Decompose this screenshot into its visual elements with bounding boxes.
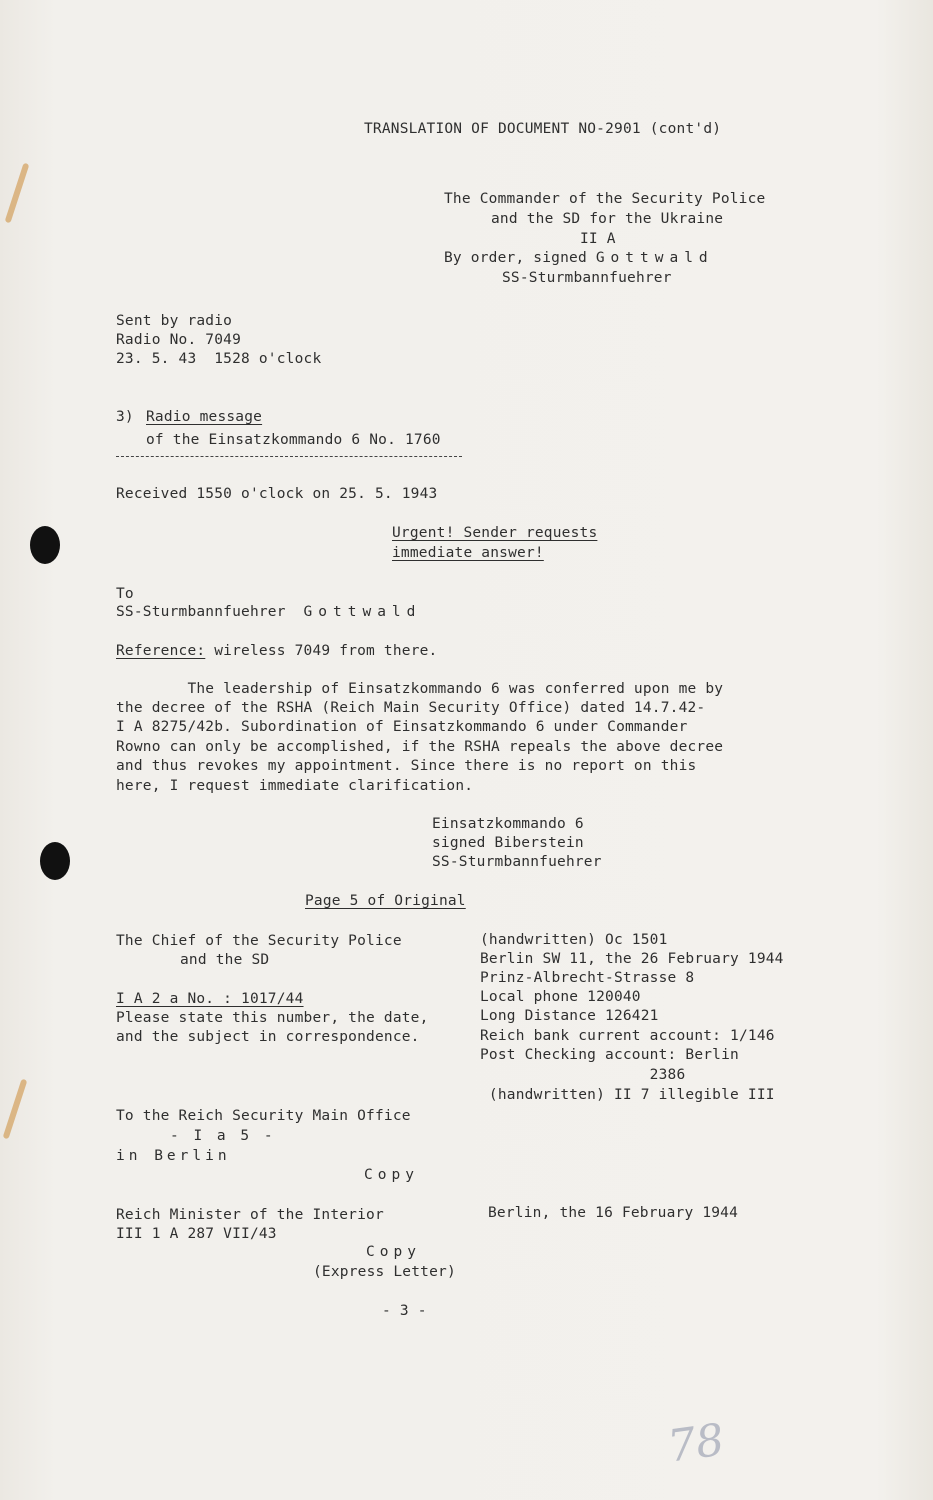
page5-to-line3: in Berlin xyxy=(116,1148,231,1164)
to-recipient-rank: SS-Sturmbannfuehrer xyxy=(116,604,286,620)
reference-text: wireless 7049 from there. xyxy=(205,643,438,659)
page5-sender-line1: The Chief of the Security Police xyxy=(116,933,402,949)
received-line: Received 1550 o'clock on 25. 5. 1943 xyxy=(116,486,438,502)
body-line-5: and thus revokes my appointment. Since there is no report on this xyxy=(116,758,697,774)
sign-block-name: Gottwald xyxy=(595,250,714,266)
page5-instruction-line1: Please state this number, the date, xyxy=(116,1010,429,1026)
punch-hole-top xyxy=(30,526,60,564)
page5-sender-line2: and the SD xyxy=(180,952,270,968)
page5-right-line7: Post Checking account: Berlin xyxy=(480,1047,739,1063)
page5-instruction-line2: and the subject in correspondence. xyxy=(116,1029,420,1045)
message-sign-line3: SS-Sturmbannfuehrer xyxy=(432,854,602,870)
message-sign-line2: signed Biberstein xyxy=(432,835,584,851)
message-sign-line1: Einsatzkommando 6 xyxy=(432,816,584,832)
radio-sent-line2: Radio No. 7049 xyxy=(116,332,242,348)
page5-copy-label-2: Copy xyxy=(366,1244,421,1260)
ministry-line1: Reich Minister of the Interior xyxy=(116,1207,384,1223)
radio-sent-line3: 23. 5. 43 1528 o'clock xyxy=(116,351,322,367)
sign-block-order: By order, signed xyxy=(444,250,587,266)
body-line-1: The leadership of Einsatzkommando 6 was conferred upon me by xyxy=(116,681,724,697)
urgent-line2: immediate answer! xyxy=(392,545,544,561)
page5-right-line6: Reich bank current account: 1/146 xyxy=(480,1028,775,1044)
sign-block-line5: SS-Sturmbannfuehrer xyxy=(502,270,672,286)
page5-right-line5: Long Distance 126421 xyxy=(480,1008,659,1024)
staple-mark-bottom xyxy=(3,1079,28,1140)
reference-line xyxy=(116,642,438,662)
radio-sent-line1: Sent by radio xyxy=(116,313,233,329)
page-number: - 3 - xyxy=(382,1303,427,1319)
to-label: To xyxy=(116,586,134,602)
message-number: 3) xyxy=(116,409,134,425)
page5-ref-number: I A 2 a No. : 1017/44 xyxy=(116,991,304,1007)
message-heading: Radio message xyxy=(146,409,263,425)
page5-to-line1: To the Reich Security Main Office xyxy=(116,1108,411,1124)
body-line-2: the decree of the RSHA (Reich Main Security Office) dated 14.7.42- xyxy=(116,700,706,716)
document-title: TRANSLATION OF DOCUMENT NO-2901 (cont'd) xyxy=(364,121,722,137)
body-line-3: I A 8275/42b. Subordination of Einsatzkommando 6 under Commander xyxy=(116,719,688,735)
reference-label: Reference: xyxy=(116,643,206,659)
sign-block-line2: and the SD for the Ukraine xyxy=(491,211,724,227)
urgent-line1: Urgent! Sender requests xyxy=(392,525,598,541)
page5-right-line2: Berlin SW 11, the 26 February 1944 xyxy=(480,951,784,967)
sign-block-line4 xyxy=(444,249,714,269)
page5-right-line3: Prinz-Albrecht-Strasse 8 xyxy=(480,970,695,986)
to-recipient xyxy=(116,603,421,623)
body-line-4: Rowno can only be accomplished, if the RSHA repeals the above decree xyxy=(116,739,724,755)
page5-label: Page 5 of Original xyxy=(305,893,466,909)
sign-block-line3: II A xyxy=(580,231,616,247)
dashed-rule xyxy=(116,456,462,457)
page5-right-line1: (handwritten) Oc 1501 xyxy=(480,932,668,948)
express-letter-label: (Express Letter) xyxy=(313,1264,456,1280)
page5-to-line2: - I a 5 - xyxy=(170,1128,276,1144)
body-line-6: here, I request immediate clarification. xyxy=(116,778,474,794)
page5-right-line9: (handwritten) II 7 illegible III xyxy=(480,1087,775,1103)
message-of-line: of the Einsatzkommando 6 No. 1760 xyxy=(146,432,441,448)
page5-right-line4: Local phone 120040 xyxy=(480,989,641,1005)
punch-hole-bottom xyxy=(40,842,70,880)
archive-page-stamp: 78 xyxy=(664,1414,728,1473)
ministry-line2: III 1 A 287 VII/43 xyxy=(116,1226,277,1242)
page5-copy-label-1: Copy xyxy=(364,1167,419,1183)
ministry-date: Berlin, the 16 February 1944 xyxy=(488,1205,739,1221)
sign-block-line1: The Commander of the Security Police xyxy=(444,191,766,207)
to-recipient-name: Gottwald xyxy=(303,604,422,620)
page5-right-line8: 2386 xyxy=(480,1067,686,1083)
staple-mark-top xyxy=(5,163,30,224)
